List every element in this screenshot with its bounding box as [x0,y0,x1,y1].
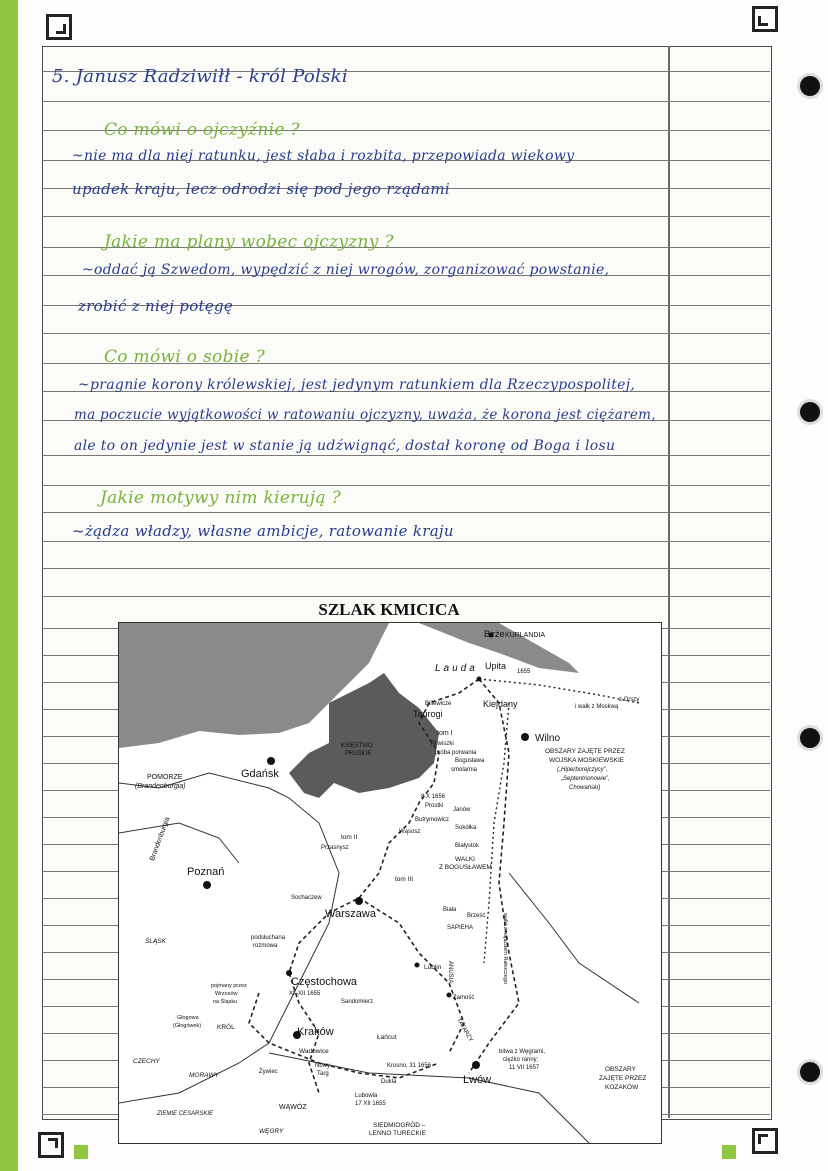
label-ziemie: ZIEMIE CESARSKIE [157,1111,214,1117]
label-krakow: Kraków [297,1026,334,1038]
ruled-line [42,333,770,334]
ruled-line [42,568,770,569]
corner-mark-icon [46,14,72,40]
label-lublin: Lublin [424,964,442,971]
green-side-bar [0,0,18,1171]
label-obszary-2-l3: KOZAKÓW [605,1084,639,1091]
answer-2-line-2: zrobić z niej potęgę [78,297,234,315]
punch-hole-icon [800,402,820,422]
answer-4-line-1: ~żądza władzy, własne ambicje, ratowanie kraju [72,522,454,540]
question-4: Jakie motywy nim kierują ? [100,488,342,508]
ruled-line [42,596,770,597]
label-przasnysz: Przasnysz [321,845,349,851]
label-upita-year: 1655 [517,669,531,675]
margin-line [668,46,670,1118]
label-slask: ŚLĄSK [145,938,166,945]
border-line [509,873,639,1003]
city-dot [415,963,420,968]
punch-hole-icon [800,76,820,96]
label-janow: Janów [453,807,471,813]
label-sokolka: Sokółka [455,825,477,831]
city-dot [355,897,363,905]
label-pomorze: POMORZE [147,774,183,781]
label-obszary-2-l1: OBSZARY [605,1066,636,1073]
corner-mark-icon [752,1128,778,1154]
label-wasosz: Wąsosz [399,829,421,835]
label-kurlandia: KURLANDIA [505,632,546,639]
label-kiejdany: Kiejdany [483,699,518,709]
label-boguslawa: Bogusława [455,758,485,764]
label-smolarnia: smolarnia [451,767,478,773]
label-sapieha: SAPIEHA [447,925,474,931]
label-warszawa: Warszawa [325,908,376,920]
ruled-line [42,455,770,456]
label-nowy-targ-2: Targ [317,1071,329,1077]
city-dot [472,1061,480,1069]
ruled-line [42,216,770,217]
corner-mark-icon [38,1132,64,1158]
label-dukla: Dukla [381,1079,397,1085]
label-bitwa-3: 11 VII 1657 [509,1065,540,1071]
label-lauda: Lauda [435,663,478,674]
label-czechy: CZECHY [133,1058,160,1065]
note-title: 5. Janusz Radziwiłł - król Polski [52,66,348,87]
label-lancut: Łańcut [377,1034,397,1041]
answer-1-line-1: ~nie ma dla niej ratunku, jest słaba i rozbita, przepowiada wiekowy [72,148,575,164]
label-krol: KRÓL [217,1024,235,1031]
label-tom1: tom I [437,730,453,737]
label-walki-rakoczy: walki z najazdem Rakoczego [502,913,508,984]
label-tatarzy: TATARZY [455,1017,474,1044]
label-billewicze: Billewicze [425,701,452,707]
green-square-icon [74,1145,88,1159]
label-taurogi: Taurogi [413,709,443,719]
label-lubowla-date: 17 XII 1655 [355,1101,386,1107]
corner-mark-icon [752,6,778,32]
city-dot [203,881,211,889]
label-ksiestwo-1: KSIĘSTWO [341,743,373,749]
question-2: Jakie ma plany wobec ojczyzny ? [104,232,394,252]
label-bitwa-2: ciężko ranny; [503,1057,539,1063]
label-brandenburgia: Brandenburgia [148,816,172,862]
label-birze: Birże [484,629,505,639]
answer-1-line-2: upadek kraju, lecz odrodzi się pod jego rządami [72,180,450,198]
answer-3-line-3: ale to on jedynie jest w stanie ją udźwignąć, dostał koronę od Boga i losu [74,438,616,454]
label-gdansk: Gdańsk [241,768,279,780]
label-podsluchana-2: rozmowa [253,943,278,949]
label-podsluchana-1: podsłuchana [251,935,286,941]
punch-hole-icon [800,1062,820,1082]
label-czestochowa: Częstochowa [291,976,358,988]
label-data-8x: 8 X 1656 [421,794,446,800]
kmicic-route-map [118,622,662,1144]
label-wegry: WĘGRY [259,1128,284,1135]
label-biala: Biała [443,907,457,913]
label-sochaczew: Sochaczew [291,895,322,901]
label-z-walk: i walk z Moskwą [575,704,619,710]
label-lwow: Lwów [463,1074,492,1086]
label-wilno: Wilno [535,733,561,744]
answer-3-line-2: ma poczucie wyjątkowości w ratowaniu ojczyzny, uważa, że korona jest ciężarem, [74,407,656,423]
label-walki-1: WALKI [455,856,475,863]
label-morawy: MORAWY [189,1072,219,1079]
label-obszary-1-l4: „Septentrionowie”, [561,776,610,782]
label-pilwiszki: Pilwiszki [431,741,454,747]
label-tom2: tom II [341,834,358,841]
green-square-icon [722,1145,736,1159]
ruled-line [42,512,770,513]
question-1: Co mówi o ojczyźnie ? [104,120,300,140]
label-zywiec: Żywiec [259,1069,278,1075]
label-z-orszy: z Orszy [619,697,640,703]
label-obszary-1-l3: („Hiperborejczycy”, [557,767,608,773]
border-line [119,823,239,863]
punch-hole-icon [800,728,820,748]
label-walki-2: Z BOGUSŁAWEM [439,864,492,871]
label-lubowla: Lubowla [355,1093,378,1099]
label-bialystok: Białystok [455,843,480,849]
label-wadowice: Wadowice [299,1048,329,1055]
label-pojmany-3: na Śląsku [213,999,238,1005]
answer-2-line-1: ~oddać ją Szwedom, wypędzić z niej wrogów, zorganizować powstanie, [82,262,610,278]
ruled-line [42,485,770,486]
label-obszary-2-l2: ZAJĘTE PRZEZ [599,1075,647,1082]
label-ksiestwo-2: PRUSKIE [345,751,372,757]
label-brandenburgia-p: (Brandenburgia) [135,783,186,790]
label-siedmiogrod-2: LENNO TURECKIE [369,1130,426,1137]
city-dot [267,757,275,765]
label-proba: próba porwania [435,750,477,756]
label-wawoz: WĄWÓZ [279,1104,307,1111]
map-title: SZLAK KMICICA [300,598,478,622]
label-czestochowa-date: XI–XII 1655 [289,991,321,997]
label-obszary-1-l5: Chowański) [569,785,601,791]
label-krosno: Krosno, 31 1656 [387,1063,432,1069]
label-bitwa-1: bitwa z Węgrami, [499,1049,546,1055]
question-3: Co mówi o sobie ? [104,347,265,367]
city-dot [447,993,452,998]
ruled-line [42,101,770,102]
label-brzesc: Brześć [467,913,486,919]
city-dot [477,677,482,682]
label-siedmiogrod-1: SIEDMIOGRÓD – [373,1122,426,1129]
label-glogowa-2: (Głogówek) [173,1023,202,1029]
label-upita: Upita [485,661,507,671]
label-obszary-1-l2: WOJSKA MOSKIEWSKIE [549,757,625,764]
label-prostki: Prostki [425,803,444,809]
label-pojmany-1: pojmany przez [211,983,247,989]
label-anusia: ANUSIA [447,961,453,984]
label-pojmany-2: Wrzosów [215,991,238,997]
label-poznan: Poznań [187,866,225,878]
label-nowy-targ-1: Nowy [315,1063,331,1069]
label-butrymowicz: Butrymowicz [415,817,450,823]
ruled-line [42,541,770,542]
label-sandomierz: Sandomierz [341,999,374,1005]
city-dot [521,733,529,741]
label-obszary-1-l1: OBSZARY ZAJĘTE PRZEZ [545,748,625,755]
label-glogowa-1: Głogowa [177,1015,199,1021]
answer-3-line-1: ~pragnie korony królewskiej, jest jedynym ratunkiem dla Rzeczypospolitej, [78,377,636,393]
label-tom3: tom III [395,876,414,883]
label-zamosc: Zamość [453,995,475,1001]
